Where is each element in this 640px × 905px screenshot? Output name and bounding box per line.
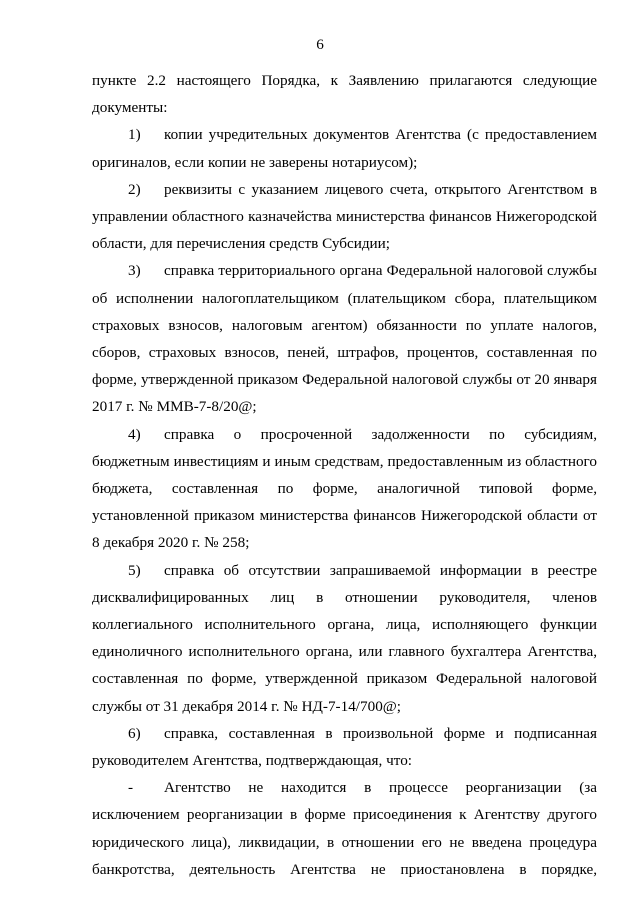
list-marker: 3) [128,262,141,280]
list-item-text: реквизиты с указанием лицевого счета, открытого Агентством в управлении областного казначейства министерства финансов Нижегородской области, для перечисления средств Субсидии; [92,180,597,253]
list-marker: 2) [128,180,141,198]
list-item-3 [92,257,597,420]
list-marker: 5) [128,561,141,579]
list-item-text: справка об отсутствии запрашиваемой информации в реестре дисквалифицированных лиц в отношении руководителя, членов коллегиального исполнительного органа, лица, исполняющего функции единоличного исполнительного органа, или главного бухгалтера Агентства, составленная по форме, утвержденной приказом Федеральной налоговой службы от 31 декабря 2014 г. № НД-7-14/700@; [92,561,597,715]
list-marker: 6) [128,724,141,742]
list-marker: - [128,779,134,797]
list-item-text: справка, составленная в произвольной форме и подписанная руководителем Агентства, подтверждающая, что: [92,724,597,770]
list-item-1 [92,121,597,175]
list-item-dash [92,774,597,883]
list-item-2 [92,176,597,258]
list-item-4 [92,421,597,557]
list-item-5 [92,557,597,720]
list-item-text: Агентство не находится в процессе реорганизации (за исключением реорганизации в форме присоединения к Агентству другого юридического лица), ликвидации, в отношении его не введена процедура банкротства, деятельность Агентства не приостановлена в порядке, [92,779,597,878]
list-item-text: копии учредительных документов Агентства (с предоставлением оригиналов, если копии не заверены нотариусом); [92,126,597,171]
list-marker: 1) [128,126,141,144]
document-body [92,67,597,883]
intro-paragraph: пункте 2.2 настоящего Порядка, к Заявлению прилагаются следующие документы: [92,72,597,117]
list-item-text: справка о просроченной задолженности по субсидиям, бюджетным инвестициям и иным средствам, предоставленным из областного бюджета, составленная по форме, аналогичной типовой форме, установленной приказом министерства финансов Нижегородской области от 8 декабря 2020 г. № 258; [92,425,597,552]
list-marker: 4) [128,425,141,443]
page-number: 6 [316,36,324,53]
list-item-text: справка территориального органа Федеральной налоговой службы об исполнении налогоплательщиком (плательщиком сбора, плательщиком страховых взносов, налоговым агентом) обязанности по уплате налогов, сборов, страховых взносов, пеней, штрафов, процентов, составленная по форме, утвержденной приказом Федеральной налоговой службы от 20 января 2017 г. № ММВ-7-8/20@; [92,262,597,416]
list-item-6 [92,720,597,774]
